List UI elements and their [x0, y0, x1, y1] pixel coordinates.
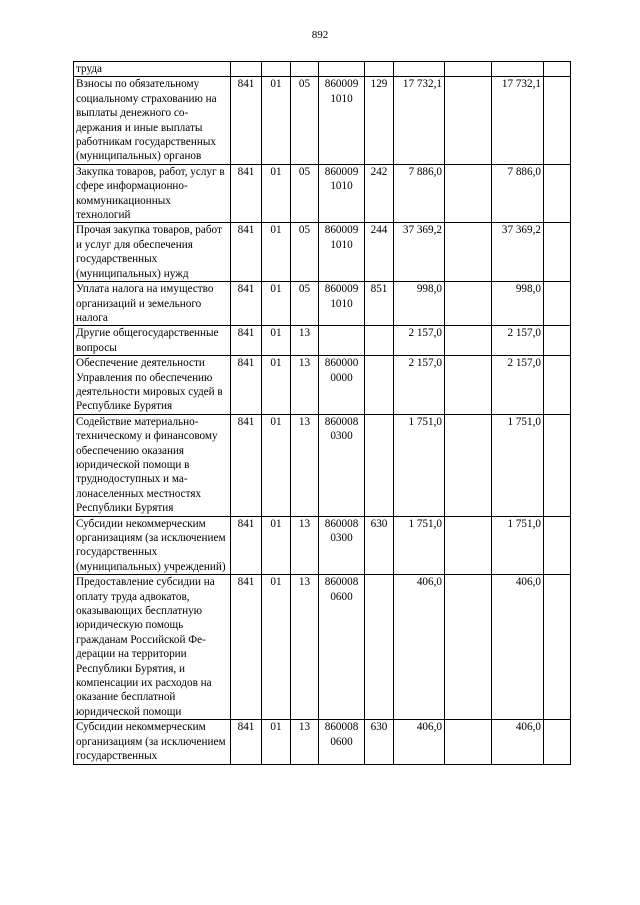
- cell-section-code: 01: [262, 326, 291, 356]
- cell-subsection-code: 13: [291, 575, 319, 720]
- cell-expense-type: [365, 356, 394, 415]
- cell-amount-mid: [445, 326, 492, 356]
- cell-amount-extra: [544, 77, 571, 164]
- cell-section-code: 01: [262, 414, 291, 516]
- cell-amount: 406,0: [394, 575, 445, 720]
- cell-ministry-code: 841: [231, 77, 262, 164]
- cell-ministry-code: 841: [231, 356, 262, 415]
- budget-table: [73, 61, 571, 765]
- cell-empty: [291, 62, 319, 77]
- cell-amount-extra: [544, 326, 571, 356]
- cell-amount-mid: [445, 720, 492, 764]
- cell-amount-mid: [445, 356, 492, 415]
- cell-target-code: 860009 1010: [319, 223, 365, 282]
- cell-amount: 2 157,0: [394, 356, 445, 415]
- cell-amount-extra: [544, 282, 571, 326]
- cell-target-code: [319, 326, 365, 356]
- cell-subsection-code: 05: [291, 77, 319, 164]
- cell-amount: 1 751,0: [394, 414, 445, 516]
- cell-target-code: 860008 0600: [319, 720, 365, 764]
- cell-subsection-code: 05: [291, 282, 319, 326]
- table-row: [74, 575, 571, 720]
- cell-amount-extra: [544, 575, 571, 720]
- cell-name: Субсидии некоммерческим организациям (за исключением государственных: [74, 720, 231, 764]
- cell-expense-type: 242: [365, 164, 394, 223]
- table-row: [74, 77, 571, 164]
- cell-amount-extra: [544, 223, 571, 282]
- table-row-continued: [74, 62, 571, 77]
- cell-empty: [492, 62, 544, 77]
- cell-empty: [262, 62, 291, 77]
- cell-ministry-code: 841: [231, 516, 262, 575]
- cell-name: Субсидии некоммерческим организациям (за исключением государственных (муниципальных) учреждений): [74, 516, 231, 575]
- cell-subsection-code: 13: [291, 414, 319, 516]
- cell-empty: [394, 62, 445, 77]
- cell-section-code: 01: [262, 516, 291, 575]
- cell-amount-total: 406,0: [492, 720, 544, 764]
- cell-name: Другие общегосударственные вопросы: [74, 326, 231, 356]
- page-number: 892: [311, 29, 329, 41]
- cell-amount: 1 751,0: [394, 516, 445, 575]
- cell-amount-mid: [445, 414, 492, 516]
- cell-amount-mid: [445, 164, 492, 223]
- cell-ministry-code: 841: [231, 282, 262, 326]
- cell-amount-mid: [445, 77, 492, 164]
- table-row: [74, 223, 571, 282]
- cell-amount: 998,0: [394, 282, 445, 326]
- cell-section-code: 01: [262, 223, 291, 282]
- cell-target-code: 860009 1010: [319, 164, 365, 223]
- cell-amount-total: 2 157,0: [492, 326, 544, 356]
- cell-name: Взносы по обязательному социальному страхованию на выплаты денежного содержания и иные выплаты работникам государственных (муниципальных) органов: [74, 77, 231, 164]
- table-row: [74, 720, 571, 764]
- cell-amount-total: 1 751,0: [492, 516, 544, 575]
- cell-empty: [319, 62, 365, 77]
- cell-amount: 7 886,0: [394, 164, 445, 223]
- cell-name: Содействие материально-техническому и финансовому обеспечению оказания юридической помощи в труднодоступных и малонаселенных местностях Республики Бурятия: [74, 414, 231, 516]
- table-row: [74, 326, 571, 356]
- cell-amount-total: 7 886,0: [492, 164, 544, 223]
- cell-section-code: 01: [262, 356, 291, 415]
- cell-amount: 37 369,2: [394, 223, 445, 282]
- cell-section-code: 01: [262, 164, 291, 223]
- cell-amount-mid: [445, 223, 492, 282]
- cell-amount-extra: [544, 720, 571, 764]
- table-row: [74, 516, 571, 575]
- cell-ministry-code: 841: [231, 164, 262, 223]
- cell-amount-extra: [544, 164, 571, 223]
- cell-ministry-code: 841: [231, 223, 262, 282]
- table-row: [74, 164, 571, 223]
- cell-expense-type: 851: [365, 282, 394, 326]
- cell-expense-type: [365, 575, 394, 720]
- cell-amount-total: 17 732,1: [492, 77, 544, 164]
- cell-amount-total: 37 369,2: [492, 223, 544, 282]
- cell-target-code: 860008 0300: [319, 414, 365, 516]
- cell-name: Закупка товаров, работ, услуг в сфере информационно-коммуникационных технологий: [74, 164, 231, 223]
- cell-amount-mid: [445, 575, 492, 720]
- cell-section-code: 01: [262, 282, 291, 326]
- cell-empty: [445, 62, 492, 77]
- cell-amount: 17 732,1: [394, 77, 445, 164]
- cell-ministry-code: 841: [231, 414, 262, 516]
- cell-subsection-code: 13: [291, 516, 319, 575]
- cell-amount: 2 157,0: [394, 326, 445, 356]
- cell-amount-mid: [445, 282, 492, 326]
- cell-subsection-code: 13: [291, 356, 319, 415]
- table-body: [74, 62, 571, 765]
- cell-section-code: 01: [262, 77, 291, 164]
- cell-amount-extra: [544, 414, 571, 516]
- cell-target-code: 860009 1010: [319, 77, 365, 164]
- cell-expense-type: 630: [365, 720, 394, 764]
- cell-section-code: 01: [262, 575, 291, 720]
- cell-subsection-code: 05: [291, 223, 319, 282]
- cell-name: Уплата налога на имущество организаций и земельного налога: [74, 282, 231, 326]
- cell-target-code: 860008 0600: [319, 575, 365, 720]
- cell-expense-type: [365, 326, 394, 356]
- cell-amount-total: 406,0: [492, 575, 544, 720]
- cell-amount-extra: [544, 356, 571, 415]
- cell-name: Предоставление субсидии на оплату труда адвокатов, оказывающих бесплатную юридическую помощь гражданам Российской Федерации на территории Республики Бурятия, и компенсации их расходов на оказание бесплатной юридической помощи: [74, 575, 231, 720]
- cell-amount-mid: [445, 516, 492, 575]
- cell-expense-type: 129: [365, 77, 394, 164]
- cell-name: труда: [74, 62, 231, 77]
- cell-amount-total: 1 751,0: [492, 414, 544, 516]
- table-row: [74, 356, 571, 415]
- cell-expense-type: 630: [365, 516, 394, 575]
- cell-amount-total: 998,0: [492, 282, 544, 326]
- cell-subsection-code: 13: [291, 720, 319, 764]
- cell-amount-total: 2 157,0: [492, 356, 544, 415]
- cell-target-code: 860009 1010: [319, 282, 365, 326]
- cell-subsection-code: 13: [291, 326, 319, 356]
- cell-empty: [544, 62, 571, 77]
- table-row: [74, 282, 571, 326]
- cell-expense-type: 244: [365, 223, 394, 282]
- cell-expense-type: [365, 414, 394, 516]
- cell-empty: [365, 62, 394, 77]
- cell-subsection-code: 05: [291, 164, 319, 223]
- cell-ministry-code: 841: [231, 326, 262, 356]
- table-row: [74, 414, 571, 516]
- cell-target-code: 860000 0000: [319, 356, 365, 415]
- cell-ministry-code: 841: [231, 575, 262, 720]
- cell-name: Обеспечение деятельности Управления по обеспечению деятельности мировых судей в Республике Бурятия: [74, 356, 231, 415]
- cell-ministry-code: 841: [231, 720, 262, 764]
- cell-name: Прочая закупка товаров, работ и услуг для обеспечения государственных (муниципальных) нужд: [74, 223, 231, 282]
- cell-amount-extra: [544, 516, 571, 575]
- cell-target-code: 860008 0300: [319, 516, 365, 575]
- cell-empty: [231, 62, 262, 77]
- cell-amount: 406,0: [394, 720, 445, 764]
- cell-section-code: 01: [262, 720, 291, 764]
